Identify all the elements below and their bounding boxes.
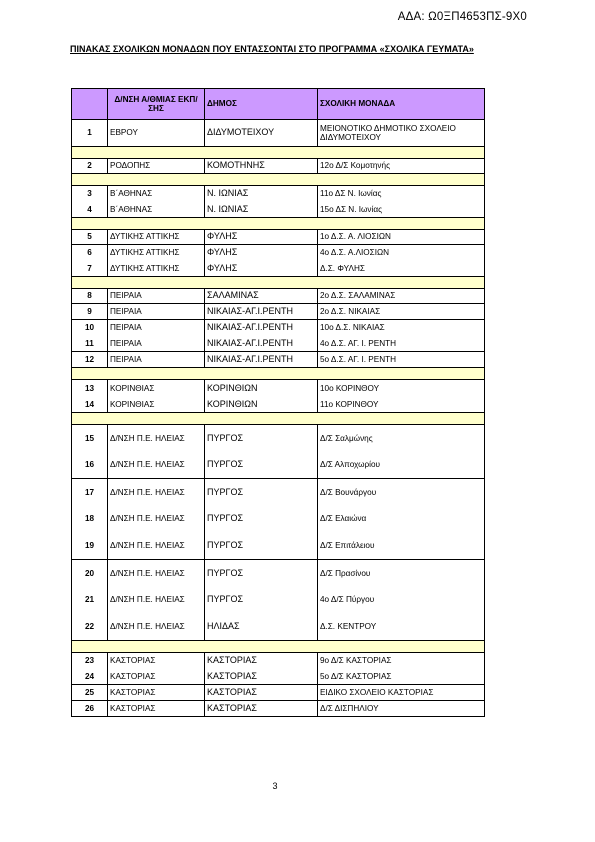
column-header-school: ΣΧΟΛΙΚΗ ΜΟΝΑΔΑ [318,89,485,120]
separator-band [72,174,485,186]
directorate-cell: ΠΕΙΡΑΙΑ [108,352,205,368]
row-number: 12 [72,352,108,368]
municipality-cell: ΝΙΚΑΙΑΣ-ΑΓ.Ι.ΡΕΝΤΗ [205,320,318,336]
separator-row [72,413,485,425]
municipality-cell: ΚΑΣΤΟΡΙΑΣ [205,701,318,717]
directorate-cell: ΔΥΤΙΚΗΣ ΑΤΤΙΚΗΣ [108,245,205,261]
table-row [72,336,485,352]
row-number: 22 [72,614,108,641]
table-row [72,380,485,397]
separator-band [72,641,485,653]
schools-table [71,88,485,717]
directorate-cell: Δ/ΝΣΗ Π.Ε. ΗΛΕΙΑΣ [108,425,205,452]
municipality-cell: ΝΙΚΑΙΑΣ-ΑΓ.Ι.ΡΕΝΤΗ [205,336,318,352]
school-cell: Δ/Σ Βουνάργου [318,479,485,506]
row-number: 1 [72,120,108,147]
municipality-cell: ΝΙΚΑΙΑΣ-ΑΓ.Ι.ΡΕΝΤΗ [205,352,318,368]
school-cell: Δ/Σ Ελαιώνα [318,506,485,533]
municipality-cell: ΠΥΡΓΟΣ [205,425,318,452]
directorate-cell: ΔΥΤΙΚΗΣ ΑΤΤΙΚΗΣ [108,261,205,277]
separator-row [72,147,485,159]
municipality-cell: ΔΙΔΥΜΟΤΕΙΧΟΥ [205,120,318,147]
row-number: 16 [72,452,108,479]
table-row [72,397,485,413]
separator-band [72,413,485,425]
school-cell: 12ο Δ/Σ Κομοτηνής [318,159,485,174]
municipality-cell: Ν. ΙΩΝΙΑΣ [205,202,318,218]
separator-row [72,174,485,186]
municipality-cell: ΗΛΙΔΑΣ [205,614,318,641]
row-number: 2 [72,159,108,174]
municipality-cell: ΠΥΡΓΟΣ [205,506,318,533]
school-cell: 15ο ΔΣ Ν. Ιωνίας [318,202,485,218]
school-cell: 4ο Δ/Σ Πύργου [318,587,485,614]
table-row [72,289,485,304]
table-row [72,685,485,701]
school-cell: 11ο ΔΣ Ν. Ιωνίας [318,186,485,202]
directorate-cell: Β΄ΑΘΗΝΑΣ [108,186,205,202]
table-row [72,320,485,336]
table-row [72,230,485,245]
municipality-cell: ΠΥΡΓΟΣ [205,587,318,614]
row-number: 10 [72,320,108,336]
directorate-cell: Β΄ΑΘΗΝΑΣ [108,202,205,218]
municipality-cell: ΠΥΡΓΟΣ [205,479,318,506]
school-cell: 10ο ΚΟΡΙΝΘΟΥ [318,380,485,397]
separator-row [72,641,485,653]
column-header-number [72,89,108,120]
row-number: 23 [72,653,108,669]
school-cell: Δ/Σ Αλποχωρίου [318,452,485,479]
row-number: 5 [72,230,108,245]
separator-row [72,368,485,380]
document-title: ΠΙΝΑΚΑΣ ΣΧΟΛΙΚΩΝ ΜΟΝΑΔΩΝ ΠΟΥ ΕΝΤΑΣΣΟΝΤΑΙ ΣΤΟ ΠΡΟΓΡΑΜΜΑ «ΣΧΟΛΙΚΑ ΓΕΥΜΑΤΑ» [70,44,474,54]
directorate-cell: ΚΟΡΙΝΘΙΑΣ [108,380,205,397]
directorate-cell: Δ/ΝΣΗ Π.Ε. ΗΛΕΙΑΣ [108,560,205,587]
row-number: 21 [72,587,108,614]
table-header-row [72,89,485,120]
table-body [72,120,485,717]
row-number: 15 [72,425,108,452]
row-number: 7 [72,261,108,277]
municipality-cell: ΦΥΛΗΣ [205,245,318,261]
municipality-cell: Ν. ΙΩΝΙΑΣ [205,186,318,202]
municipality-cell: ΚΟΡΙΝΘΙΩΝ [205,397,318,413]
row-number: 18 [72,506,108,533]
table-row [72,653,485,669]
table-row [72,159,485,174]
municipality-cell: ΣΑΛΑΜΙΝΑΣ [205,289,318,304]
separator-band [72,147,485,159]
row-number: 3 [72,186,108,202]
directorate-cell: Δ/ΝΣΗ Π.Ε. ΗΛΕΙΑΣ [108,614,205,641]
table-row [72,614,485,641]
school-cell: 9ο Δ/Σ ΚΑΣΤΟΡΙΑΣ [318,653,485,669]
table-row [72,669,485,685]
row-number: 13 [72,380,108,397]
directorate-cell: Δ/ΝΣΗ Π.Ε. ΗΛΕΙΑΣ [108,452,205,479]
municipality-cell: ΠΥΡΓΟΣ [205,533,318,560]
column-header-directorate: Δ/ΝΣΗ Α/ΘΜΙΑΣ ΕΚΠ/ΣΗΣ [108,89,205,120]
table-row [72,202,485,218]
row-number: 24 [72,669,108,685]
ada-code: ΑΔΑ: Ω0ΞΠ4653ΠΣ-9Χ0 [397,11,527,23]
row-number: 20 [72,560,108,587]
table-row [72,701,485,717]
directorate-cell: ΠΕΙΡΑΙΑ [108,304,205,320]
directorate-cell: ΚΟΡΙΝΘΙΑΣ [108,397,205,413]
row-number: 17 [72,479,108,506]
row-number: 6 [72,245,108,261]
municipality-cell: ΦΥΛΗΣ [205,230,318,245]
row-number: 19 [72,533,108,560]
school-cell: Δ/Σ Σαλμώνης [318,425,485,452]
table-row [72,452,485,479]
directorate-cell: ΚΑΣΤΟΡΙΑΣ [108,669,205,685]
directorate-cell: ΠΕΙΡΑΙΑ [108,320,205,336]
directorate-cell: ΚΑΣΤΟΡΙΑΣ [108,701,205,717]
directorate-cell: Δ/ΝΣΗ Π.Ε. ΗΛΕΙΑΣ [108,479,205,506]
row-number: 26 [72,701,108,717]
column-header-municipality: ΔΗΜΟΣ [205,89,318,120]
directorate-cell: ΔΥΤΙΚΗΣ ΑΤΤΙΚΗΣ [108,230,205,245]
school-cell: Δ/Σ Επιτάλειου [318,533,485,560]
directorate-cell: Δ/ΝΣΗ Π.Ε. ΗΛΕΙΑΣ [108,506,205,533]
directorate-cell: ΚΑΣΤΟΡΙΑΣ [108,653,205,669]
school-cell: 11ο ΚΟΡΙΝΘΟΥ [318,397,485,413]
row-number: 4 [72,202,108,218]
directorate-cell: ΕΒΡΟΥ [108,120,205,147]
table-row [72,587,485,614]
school-cell: 4ο Δ.Σ. Α.ΛΙΟΣΙΩΝ [318,245,485,261]
table-row [72,506,485,533]
table-row [72,533,485,560]
separator-band [72,368,485,380]
directorate-cell: ΡΟΔΟΠΗΣ [108,159,205,174]
row-number: 11 [72,336,108,352]
row-number: 14 [72,397,108,413]
row-number: 25 [72,685,108,701]
directorate-cell: Δ/ΝΣΗ Π.Ε. ΗΛΕΙΑΣ [108,533,205,560]
table-row [72,245,485,261]
school-cell: Δ/Σ Πρασίνου [318,560,485,587]
directorate-cell: ΚΑΣΤΟΡΙΑΣ [108,685,205,701]
table-row [72,261,485,277]
school-cell: Δ.Σ. ΚΕΝΤΡΟΥ [318,614,485,641]
separator-row [72,277,485,289]
school-cell: 10ο Δ.Σ. ΝΙΚΑΙΑΣ [318,320,485,336]
table-row [72,425,485,452]
municipality-cell: ΚΑΣΤΟΡΙΑΣ [205,653,318,669]
separator-row [72,218,485,230]
municipality-cell: ΠΥΡΓΟΣ [205,452,318,479]
municipality-cell: ΚΟΜΟΤΗΝΗΣ [205,159,318,174]
separator-band [72,218,485,230]
page-number: 3 [272,781,278,791]
municipality-cell: ΚΟΡΙΝΘΙΩΝ [205,380,318,397]
municipality-cell: ΠΥΡΓΟΣ [205,560,318,587]
table-row [72,304,485,320]
municipality-cell: ΚΑΣΤΟΡΙΑΣ [205,669,318,685]
directorate-cell: Δ/ΝΣΗ Π.Ε. ΗΛΕΙΑΣ [108,587,205,614]
school-cell: 1ο Δ.Σ. Α. ΛΙΟΣΙΩΝ [318,230,485,245]
table-row [72,479,485,506]
separator-band [72,277,485,289]
school-cell: 2ο Δ.Σ. ΣΑΛΑΜΙΝΑΣ [318,289,485,304]
directorate-cell: ΠΕΙΡΑΙΑ [108,289,205,304]
school-cell: Δ/Σ ΔΙΣΠΗΛΙΟΥ [318,701,485,717]
row-number: 9 [72,304,108,320]
school-cell: 5ο Δ/Σ ΚΑΣΤΟΡΙΑΣ [318,669,485,685]
school-cell: ΕΙΔΙΚΟ ΣΧΟΛΕΙΟ ΚΑΣΤΟΡΙΑΣ [318,685,485,701]
table-row [72,186,485,202]
municipality-cell: ΝΙΚΑΙΑΣ-ΑΓ.Ι.ΡΕΝΤΗ [205,304,318,320]
directorate-cell: ΠΕΙΡΑΙΑ [108,336,205,352]
table-row [72,352,485,368]
school-cell: Δ.Σ. ΦΥΛΗΣ [318,261,485,277]
municipality-cell: ΚΑΣΤΟΡΙΑΣ [205,685,318,701]
table-row [72,120,485,147]
municipality-cell: ΦΥΛΗΣ [205,261,318,277]
table-row [72,560,485,587]
school-cell: 4ο Δ.Σ. ΑΓ. Ι. ΡΕΝΤΗ [318,336,485,352]
row-number: 8 [72,289,108,304]
school-cell: 5ο Δ.Σ. ΑΓ. Ι. ΡΕΝΤΗ [318,352,485,368]
school-cell: ΜΕΙΟΝΟΤΙΚΟ ΔΗΜΟΤΙΚΟ ΣΧΟΛΕΙΟ ΔΙΔΥΜΟΤΕΙΧΟΥ [318,120,485,147]
school-cell: 2ο Δ.Σ. ΝΙΚΑΙΑΣ [318,304,485,320]
